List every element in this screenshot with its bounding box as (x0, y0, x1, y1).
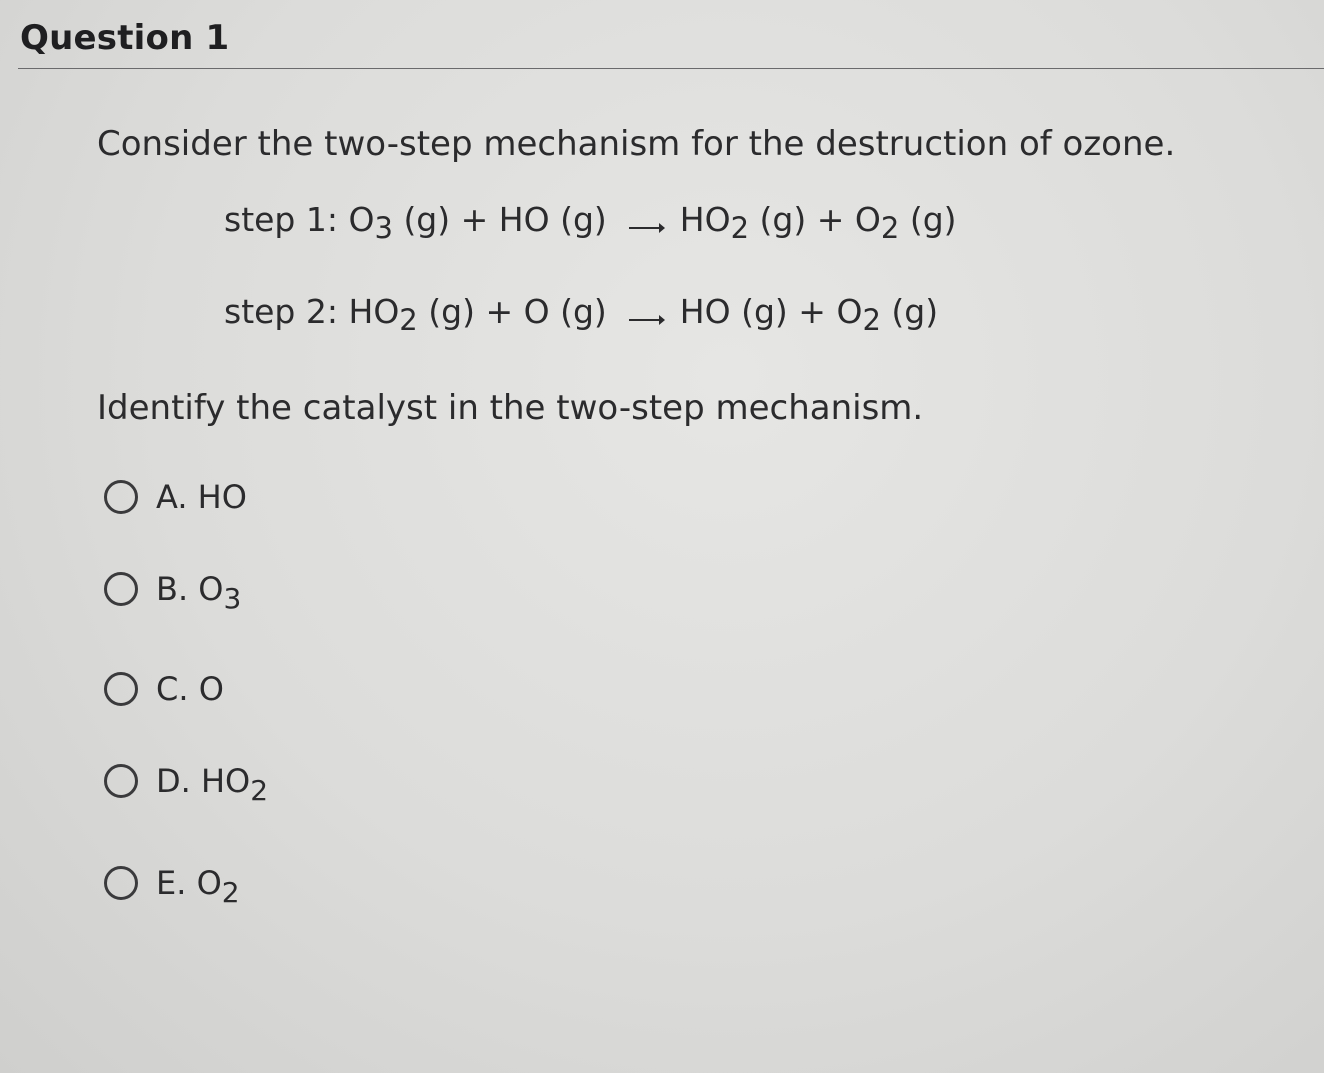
answer-option-e[interactable] (104, 864, 240, 909)
question-header: Question 1 (20, 18, 230, 58)
reactant-1-state: (g) (428, 292, 475, 331)
product-2-state: (g) (891, 292, 939, 331)
reactant-1-subscript: 2 (399, 303, 418, 337)
reaction-arrow-icon (629, 319, 663, 321)
reactant-2-state: (g) (560, 292, 607, 331)
answer-option-a[interactable] (104, 478, 247, 516)
product-1: HO (679, 292, 731, 331)
reactant-1: O (348, 200, 375, 239)
option-letter: D. (156, 762, 191, 800)
plus-sign: + (485, 292, 514, 331)
reaction-arrow-icon (629, 227, 663, 229)
reactant-1-state: (g) (403, 200, 451, 239)
option-formula: HO (197, 478, 247, 516)
product-1-state: (g) (741, 292, 788, 331)
reactant-2-state: (g) (560, 200, 607, 239)
option-letter: C. (156, 670, 189, 708)
answer-option-d[interactable] (104, 762, 269, 807)
option-subscript: 2 (250, 774, 269, 807)
radio-button[interactable] (104, 866, 138, 900)
reactant-1-subscript: 3 (374, 211, 393, 245)
option-subscript: 2 (221, 876, 240, 909)
radio-button[interactable] (104, 672, 138, 706)
product-2: O (854, 200, 881, 239)
radio-button[interactable] (104, 480, 138, 514)
radio-button[interactable] (104, 764, 138, 798)
product-1-subscript: 2 (730, 211, 750, 245)
product-2-subscript: 2 (862, 303, 881, 337)
product-1: HO (679, 200, 731, 239)
option-letter: B. (156, 570, 189, 608)
option-label[interactable] (156, 570, 242, 615)
option-formula: HO (200, 762, 251, 800)
reactant-2: O (523, 292, 550, 331)
mechanism-step-2 (224, 292, 939, 337)
step-label: step 2: (224, 292, 338, 331)
step-label: step 1: (224, 200, 338, 239)
answer-option-c[interactable] (104, 670, 224, 708)
product-2-subscript: 2 (880, 211, 900, 245)
option-label[interactable] (156, 670, 224, 708)
product-2: O (836, 292, 863, 331)
question-prompt: Consider the two-step mechanism for the destruction of ozone. (97, 124, 1176, 164)
option-letter: A. (156, 478, 188, 516)
plus-sign: + (798, 292, 826, 331)
option-formula: O (198, 570, 224, 608)
option-label[interactable] (156, 762, 269, 807)
product-1-state: (g) (759, 200, 807, 239)
option-letter: E. (156, 864, 187, 902)
product-2-state: (g) (909, 200, 957, 239)
header-divider (18, 68, 1324, 69)
mechanism-step-1 (224, 200, 957, 245)
radio-button[interactable] (104, 572, 138, 606)
option-label[interactable] (156, 478, 247, 516)
reactant-2: HO (498, 200, 550, 239)
reactant-1: HO (348, 292, 400, 331)
plus-sign: + (460, 200, 489, 239)
plus-sign: + (816, 200, 845, 239)
option-label[interactable] (156, 864, 240, 909)
question-text: Identify the catalyst in the two-step mechanism. (97, 388, 924, 428)
option-subscript: 3 (223, 582, 242, 615)
option-formula: O (196, 864, 222, 902)
answer-option-b[interactable] (104, 570, 242, 615)
option-formula: O (198, 670, 224, 708)
